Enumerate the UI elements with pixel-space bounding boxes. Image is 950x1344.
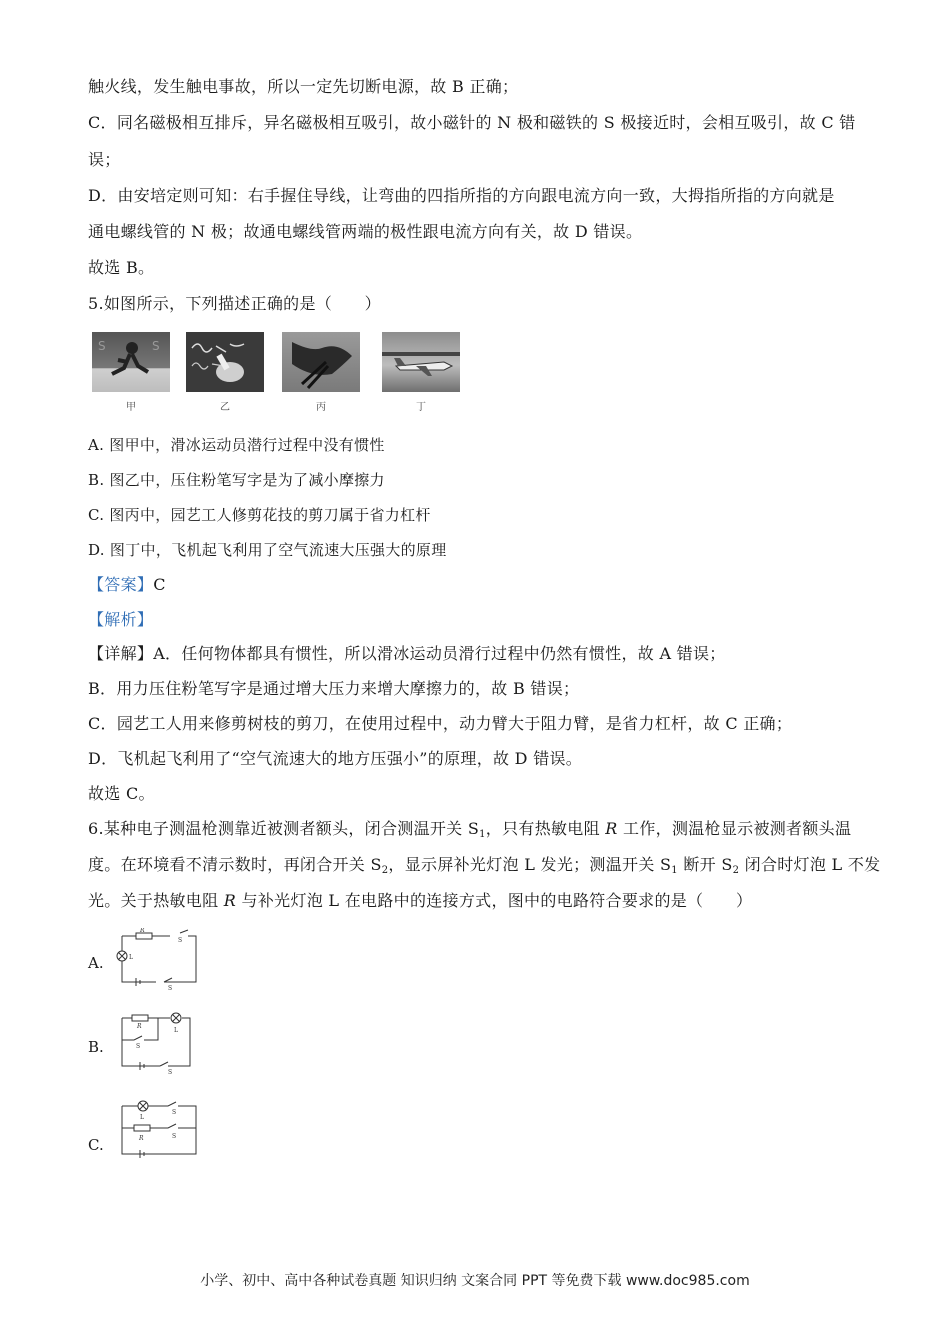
circuit-diagram-a xyxy=(112,928,204,990)
option-a: A. 图甲中，滑冰运动员潜行过程中没有惯性 xyxy=(88,436,385,454)
circuit-option-a: A. xyxy=(88,954,104,972)
photo-caption: 乙 xyxy=(220,402,230,413)
q6-text: 工作，测温枪显示被测者额头温 xyxy=(617,819,852,838)
text-line: 故选 B。 xyxy=(88,258,155,277)
photo-skater xyxy=(92,332,170,392)
circuit-diagram-c xyxy=(112,1098,204,1162)
label-r: R xyxy=(137,1023,142,1030)
photo-chalk xyxy=(186,332,264,392)
label-l: L xyxy=(174,1027,178,1034)
question-6-line xyxy=(88,818,851,846)
text-line: 误； xyxy=(88,150,121,169)
circuit-option-c: C. xyxy=(88,1136,104,1154)
label-s: S xyxy=(168,985,173,990)
photo-scissors xyxy=(282,332,360,392)
airplane-icon xyxy=(382,332,460,392)
label-l: L xyxy=(129,954,133,961)
detail-line: 故选 C。 xyxy=(88,784,155,803)
detail-line xyxy=(88,643,726,665)
option-b: B. 图乙中，压住粉笔写字是为了减小摩擦力 xyxy=(88,471,385,489)
circuit-option-b: B. xyxy=(88,1038,104,1056)
answer-tag: 【答案】 xyxy=(88,575,154,594)
label-l: L xyxy=(140,1114,144,1121)
q6-text: 与补光灯泡 L 在电路中的连接方式，图中的电路符合要求的是（ ） xyxy=(236,891,753,910)
q6-text: 度。在环境看不清示数时，再闭合开关 S xyxy=(88,855,382,874)
q6-text: 光。关于热敏电阻 xyxy=(88,891,224,910)
q6-text: 6.某种电子测温枪测靠近被测者额头，闭合测温开关 S xyxy=(88,819,480,838)
subscript: 2 xyxy=(381,865,389,876)
svg-text:S: S xyxy=(98,339,106,353)
text-line: D．由安培定则可知：右手握住导线，让弯曲的四指所指的方向跟电流方向一致，大拇指所指的方向就是 xyxy=(88,186,835,205)
label-r: R xyxy=(140,928,145,934)
detail-line: B．用力压住粉笔写字是通过增大压力来增大摩擦力的，故 B 错误； xyxy=(88,679,580,698)
photo-caption: 丁 xyxy=(416,402,426,413)
q6-text: ，只有热敏电阻 xyxy=(485,819,606,838)
question-6-line xyxy=(88,890,752,912)
detail-tag: 【详解】 xyxy=(88,644,154,663)
photo-airplane xyxy=(382,332,460,392)
pruning-shears-icon xyxy=(282,332,360,392)
q6-text: ，显示屏补光灯泡 L 发光；测温开关 S xyxy=(388,855,672,874)
label-s: S xyxy=(172,1133,177,1140)
skater-figure-icon xyxy=(92,332,170,392)
text-line: C．同名磁极相互排斥，异名磁极相互吸引，故小磁针的 N 极和磁铁的 S 极接近时，会相互吸引，故 C 错 xyxy=(88,113,856,132)
label-s: S xyxy=(168,1069,173,1074)
page-footer: 小学、初中、高中各种试卷真题 知识归纳 文案合同 PPT 等免费下载 www.doc985.com xyxy=(200,1273,750,1289)
label-s: S xyxy=(172,1109,177,1116)
symbol-r: R xyxy=(605,819,618,838)
text-line: 通电螺线管的 N 极；故通电螺线管两端的极性跟电流方向有关，故 D 错误。 xyxy=(88,222,643,241)
answer-value: C xyxy=(153,575,166,594)
option-c: C. 图丙中，园艺工人修剪花技的剪刀属于省力杠杆 xyxy=(88,506,431,524)
circuit-diagram-b xyxy=(112,1010,204,1074)
chalk-writing-icon xyxy=(186,332,264,392)
detail-line: D．飞机起飞利用了“空气流速大的地方压强小”的原理，故 D 错误。 xyxy=(88,749,583,768)
question-6-line xyxy=(88,854,880,882)
subscript: 1 xyxy=(479,829,486,840)
label-s: S xyxy=(178,937,183,944)
q6-text: 断开 S xyxy=(677,855,733,874)
detail-text: A．任何物体都具有惯性，所以滑冰运动员滑行过程中仍然有惯性，故 A 错误； xyxy=(153,644,726,663)
subscript: 1 xyxy=(671,865,678,876)
photo-caption: 甲 xyxy=(126,402,136,413)
analysis-tag: 【解析】 xyxy=(88,610,154,629)
label-r: R xyxy=(139,1135,144,1142)
question-5-stem: 5.如图所示，下列描述正确的是（ ） xyxy=(88,294,381,313)
detail-line: C．园艺工人用来修剪树枝的剪刀，在使用过程中，动力臂大于阻力臂，是省力杠杆，故 C 正确； xyxy=(88,714,793,733)
text-line: 触火线，发生触电事故，所以一定先切断电源，故 B 正确； xyxy=(88,77,519,96)
symbol-r: R xyxy=(223,891,237,910)
svg-text:S: S xyxy=(152,339,160,353)
photo-caption: 丙 xyxy=(316,402,326,413)
subscript: 2 xyxy=(732,865,740,876)
q6-text: 闭合时灯泡 L 不发 xyxy=(739,855,881,874)
label-s: S xyxy=(136,1043,141,1050)
option-d: D. 图丁中，飞机起飞利用了空气流速大压强大的原理 xyxy=(88,541,447,559)
answer-line xyxy=(88,574,166,596)
